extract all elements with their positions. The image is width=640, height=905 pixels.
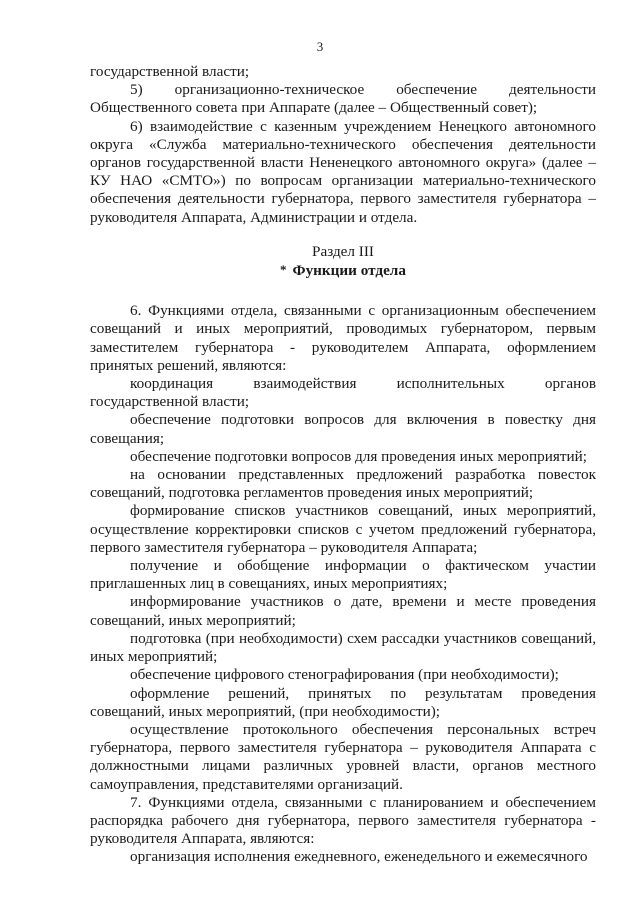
paragraph: на основании представленных предложений разработка повесток совещаний, подготовка регламентов проведения иных мероприятий;	[90, 466, 596, 502]
paragraph: обеспечение подготовки вопросов для включения в повестку дня совещания;	[90, 411, 596, 447]
paragraph: 7. Функциями отдела, связанными с планированием и обеспечением распорядка рабочего дня губернатора, первого заместителя губернатора - руководителя Аппарата, являются:	[90, 793, 596, 848]
paragraph: обеспечение цифрового стенографирования (при необходимости);	[130, 666, 559, 684]
paragraph: получение и обобщение информации о фактическом участии приглашенных лиц в совещаниях, иных мероприятиях;	[90, 557, 596, 593]
section-label: Раздел III	[312, 242, 374, 260]
paragraph: обеспечение подготовки вопросов для проведения иных мероприятий;	[130, 447, 587, 465]
paragraph: осуществление протокольного обеспечения персональных встреч губернатора, первого заместителя губернатора – руководителя Аппарата с должностными лицами различных уровней власти, органов местного самоуправления, представителями организаций.	[90, 720, 596, 793]
paragraph: оформление решений, принятых по результатам проведения совещаний, иных мероприятий, (при необходимости);	[90, 684, 596, 720]
section-title: Функции отдела	[292, 262, 406, 280]
asterisk-mark: *	[280, 262, 287, 278]
paragraph: организация исполнения ежедневного, еженедельного и ежемесячного	[130, 848, 588, 866]
text-line: государственной власти;	[90, 63, 250, 80]
document-body	[90, 63, 596, 867]
paragraph: формирование списков участников совещаний, иных мероприятий, осуществление корректировки списков с учетом предложений губернатора, первого заместителя губернатора – руководителя Аппарата;	[90, 502, 596, 556]
paragraph: подготовка (при необходимости) схем рассадки участников совещаний, иных мероприятий;	[90, 629, 596, 666]
list-item: 6) взаимодействие с казенным учреждением Ненецкого автономного округа «Служба материально-технического обеспечения деятельности органов государственной власти Нененецкого автономного округа» (далее – КУ НАО «СМТО») по вопросам организации материально-технического обеспечения деятельности губернатора, первого заместителя губернатора – руководителя Аппарата, Администрации и отдела.	[90, 117, 596, 226]
paragraph: информирование участников о дате, времени и месте проведения совещаний, иных мероприятий;	[90, 593, 596, 629]
list-item: 5) организационно-техническое обеспечение деятельности Общественного совета при Аппарате (далее – Общественный совет);	[90, 81, 596, 117]
section-title-row	[90, 261, 596, 280]
paragraph: 6. Функциями отдела, связанными с организационным обеспечением совещаний и иных мероприятий, проводимых губернатором, первым заместителем губернатора - руководителем Аппарата, оформлением принятых решений, являются:	[90, 302, 596, 374]
paragraph: координация взаимодействия исполнительных органов государственной власти;	[90, 375, 596, 411]
page-number: 3	[316, 39, 324, 54]
